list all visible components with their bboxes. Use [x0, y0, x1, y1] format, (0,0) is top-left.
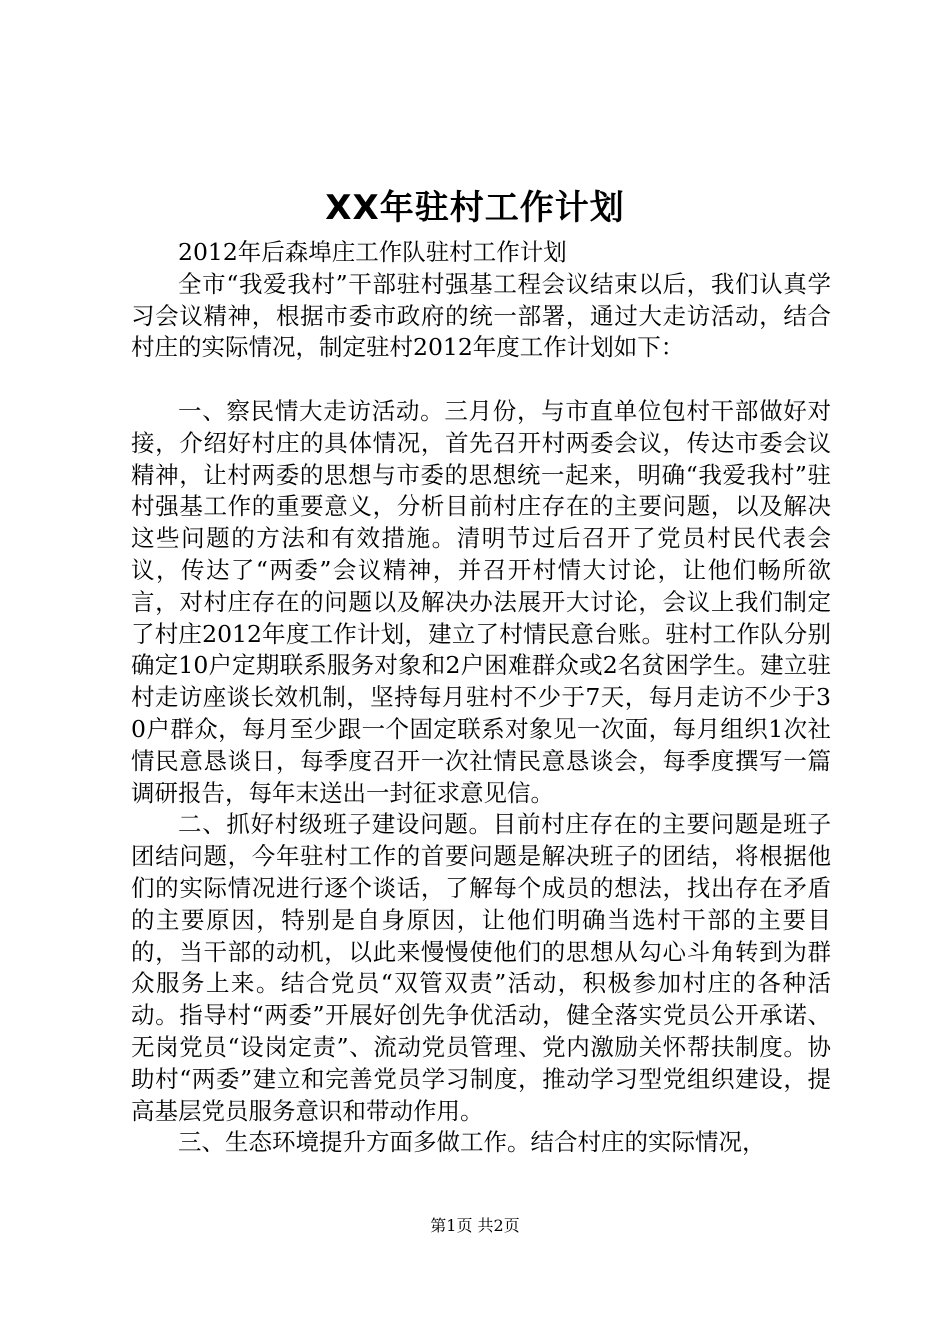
document-body [131, 237, 831, 1159]
document-title: XX年驻村工作计划 [325, 188, 625, 228]
paragraph-spacer [131, 364, 831, 396]
page-footer: 第1页 共2页 [430, 1216, 520, 1235]
paragraph-2: 二、抓好村级班子建设问题。目前村庄存在的主要问题是班子团结问题，今年驻村工作的首要问题是解决班子的团结，将根据他们的实际情况进行逐个谈话，了解每个成员的想法，找出存在矛盾的主要原因，特别是自身原因，让他们明确当选村干部的主要目的，当干部的动机，以此来慢慢使他们的思想从勾心斗角转到为群众服务上来。结合党员“双管双责”活动，积极参加村庄的各种活动。指导村“两委”开展好创先争优活动，健全落实党员公开承诺、无岗党员“设岗定责”、流动党员管理、党内激励关怀帮扶制度。协助村“两委”建立和完善党员学习制度，推动学习型党组织建设，提高基层党员服务意识和带动作用。 [131, 810, 831, 1125]
document-subtitle: 2012年后森埠庄工作队驻村工作计划 [178, 238, 567, 266]
paragraph-3: 三、生态环境提升方面多做工作。结合村庄的实际情况， [178, 1128, 766, 1157]
intro-paragraph: 全市“我爱我村”干部驻村强基工程会议结束以后，我们认真学习会议精神，根据市委市政府的统一部署，通过大走访活动，结合村庄的实际情况，制定驻村2012年度工作计划如下： [131, 269, 831, 362]
paragraph-1: 一、察民情大走访活动。三月份，与市直单位包村干部做好对接，介绍好村庄的具体情况，首先召开村两委会议，传达市委会议精神，让村两委的思想与市委的思想统一起来，明确“我爱我村”驻村强基工作的重要意义，分析目前村庄存在的主要问题，以及解决这些问题的方法和有效措施。清明节过后召开了党员村民代表会议，传达了“两委”会议精神，并召开村情大讨论，让他们畅所欲言，对村庄存在的问题以及解决办法展开大讨论，会议上我们制定了村庄2012年度工作计划，建立了村情民意台账。驻村工作队分别确定10户定期联系服务对象和2户困难群众或2名贫困学生。建立驻村走访座谈长效机制，坚持每月驻村不少于7天，每月走访不少于30户群众，每月至少跟一个固定联系对象见一次面，每月组织1次社情民意恳谈日，每季度召开一次社情民意恳谈会，每季度撰写一篇调研报告，每年末送出一封征求意见信。 [131, 396, 831, 807]
